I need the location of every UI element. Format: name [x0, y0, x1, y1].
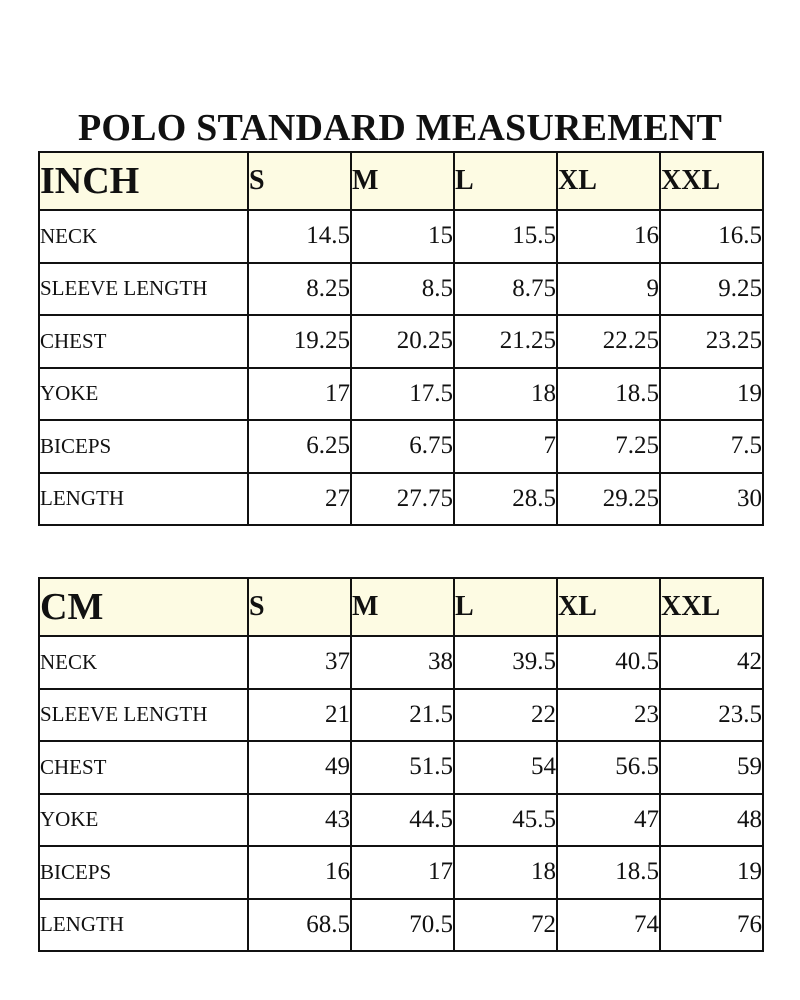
measurement-cell: 48	[660, 794, 763, 847]
measurement-cell: 70.5	[351, 899, 454, 952]
measurement-cell: 28.5	[454, 473, 557, 526]
measurement-cell: 49	[248, 741, 351, 794]
size-header-s: S	[248, 152, 351, 210]
table-row	[39, 263, 763, 316]
page-title: POLO STANDARD MEASUREMENT	[77, 107, 722, 149]
table-row	[39, 794, 763, 847]
measurement-cell: 18.5	[557, 368, 660, 421]
size-header-xxl: XXL	[660, 152, 763, 210]
measurement-cell: 18.5	[557, 846, 660, 899]
size-header-m: M	[351, 152, 454, 210]
cm-measurement-table	[38, 577, 764, 952]
measurement-cell: 23.25	[660, 315, 763, 368]
size-header-xxl: XXL	[660, 578, 763, 636]
measurement-cell: 43	[248, 794, 351, 847]
measurement-cell: 8.25	[248, 263, 351, 316]
measurement-cell: 22.25	[557, 315, 660, 368]
row-label: NECK	[39, 636, 248, 689]
size-header-xl: XL	[557, 578, 660, 636]
measurement-cell: 14.5	[248, 210, 351, 263]
measurement-cell: 7	[454, 420, 557, 473]
measurement-cell: 51.5	[351, 741, 454, 794]
size-header-l: L	[454, 578, 557, 636]
measurement-cell: 44.5	[351, 794, 454, 847]
measurement-cell: 6.75	[351, 420, 454, 473]
measurement-cell: 16	[557, 210, 660, 263]
row-label: LENGTH	[39, 899, 248, 952]
measurement-cell: 16	[248, 846, 351, 899]
table-header-row	[39, 578, 763, 636]
measurement-cell: 72	[454, 899, 557, 952]
table-header-row	[39, 152, 763, 210]
measurement-cell: 37	[248, 636, 351, 689]
measurement-cell: 15	[351, 210, 454, 263]
row-label: BICEPS	[39, 420, 248, 473]
measurement-cell: 56.5	[557, 741, 660, 794]
row-label: CHEST	[39, 315, 248, 368]
measurement-cell: 68.5	[248, 899, 351, 952]
measurement-cell: 8.5	[351, 263, 454, 316]
size-header-l: L	[454, 152, 557, 210]
measurement-cell: 39.5	[454, 636, 557, 689]
measurement-cell: 30	[660, 473, 763, 526]
measurement-cell: 27	[248, 473, 351, 526]
measurement-cell: 15.5	[454, 210, 557, 263]
measurement-cell: 17	[248, 368, 351, 421]
size-header-s: S	[248, 578, 351, 636]
measurement-cell: 20.25	[351, 315, 454, 368]
row-label: YOKE	[39, 368, 248, 421]
measurement-cell: 19	[660, 846, 763, 899]
row-label: SLEEVE LENGTH	[39, 689, 248, 742]
unit-header: CM	[39, 578, 248, 636]
measurement-cell: 47	[557, 794, 660, 847]
measurement-cell: 23	[557, 689, 660, 742]
table-row	[39, 368, 763, 421]
measurement-cell: 6.25	[248, 420, 351, 473]
table-row	[39, 473, 763, 526]
unit-header: INCH	[39, 152, 248, 210]
row-label: NECK	[39, 210, 248, 263]
table-row	[39, 420, 763, 473]
measurement-cell: 38	[351, 636, 454, 689]
measurement-cell: 18	[454, 846, 557, 899]
measurement-cell: 21.25	[454, 315, 557, 368]
table-row	[39, 899, 763, 952]
row-label: SLEEVE LENGTH	[39, 263, 248, 316]
measurement-cell: 21.5	[351, 689, 454, 742]
measurement-cell: 27.75	[351, 473, 454, 526]
measurement-cell: 42	[660, 636, 763, 689]
measurement-cell: 76	[660, 899, 763, 952]
measurement-cell: 8.75	[454, 263, 557, 316]
row-label: CHEST	[39, 741, 248, 794]
measurement-cell: 9.25	[660, 263, 763, 316]
size-header-xl: XL	[557, 152, 660, 210]
measurement-cell: 19	[660, 368, 763, 421]
table-row	[39, 741, 763, 794]
table-row	[39, 315, 763, 368]
measurement-cell: 29.25	[557, 473, 660, 526]
measurement-cell: 74	[557, 899, 660, 952]
row-label: BICEPS	[39, 846, 248, 899]
row-label: LENGTH	[39, 473, 248, 526]
measurement-cell: 22	[454, 689, 557, 742]
table-row	[39, 846, 763, 899]
measurement-cell: 18	[454, 368, 557, 421]
measurement-cell: 17.5	[351, 368, 454, 421]
inch-measurement-table	[38, 151, 764, 526]
measurement-cell: 9	[557, 263, 660, 316]
measurement-cell: 19.25	[248, 315, 351, 368]
measurement-cell: 7.25	[557, 420, 660, 473]
table-row	[39, 210, 763, 263]
measurement-cell: 40.5	[557, 636, 660, 689]
measurement-cell: 23.5	[660, 689, 763, 742]
table-row	[39, 636, 763, 689]
measurement-cell: 21	[248, 689, 351, 742]
measurement-cell: 7.5	[660, 420, 763, 473]
measurement-cell: 59	[660, 741, 763, 794]
measurement-cell: 17	[351, 846, 454, 899]
size-header-m: M	[351, 578, 454, 636]
measurement-cell: 16.5	[660, 210, 763, 263]
table-row	[39, 689, 763, 742]
row-label: YOKE	[39, 794, 248, 847]
measurement-cell: 45.5	[454, 794, 557, 847]
measurement-cell: 54	[454, 741, 557, 794]
